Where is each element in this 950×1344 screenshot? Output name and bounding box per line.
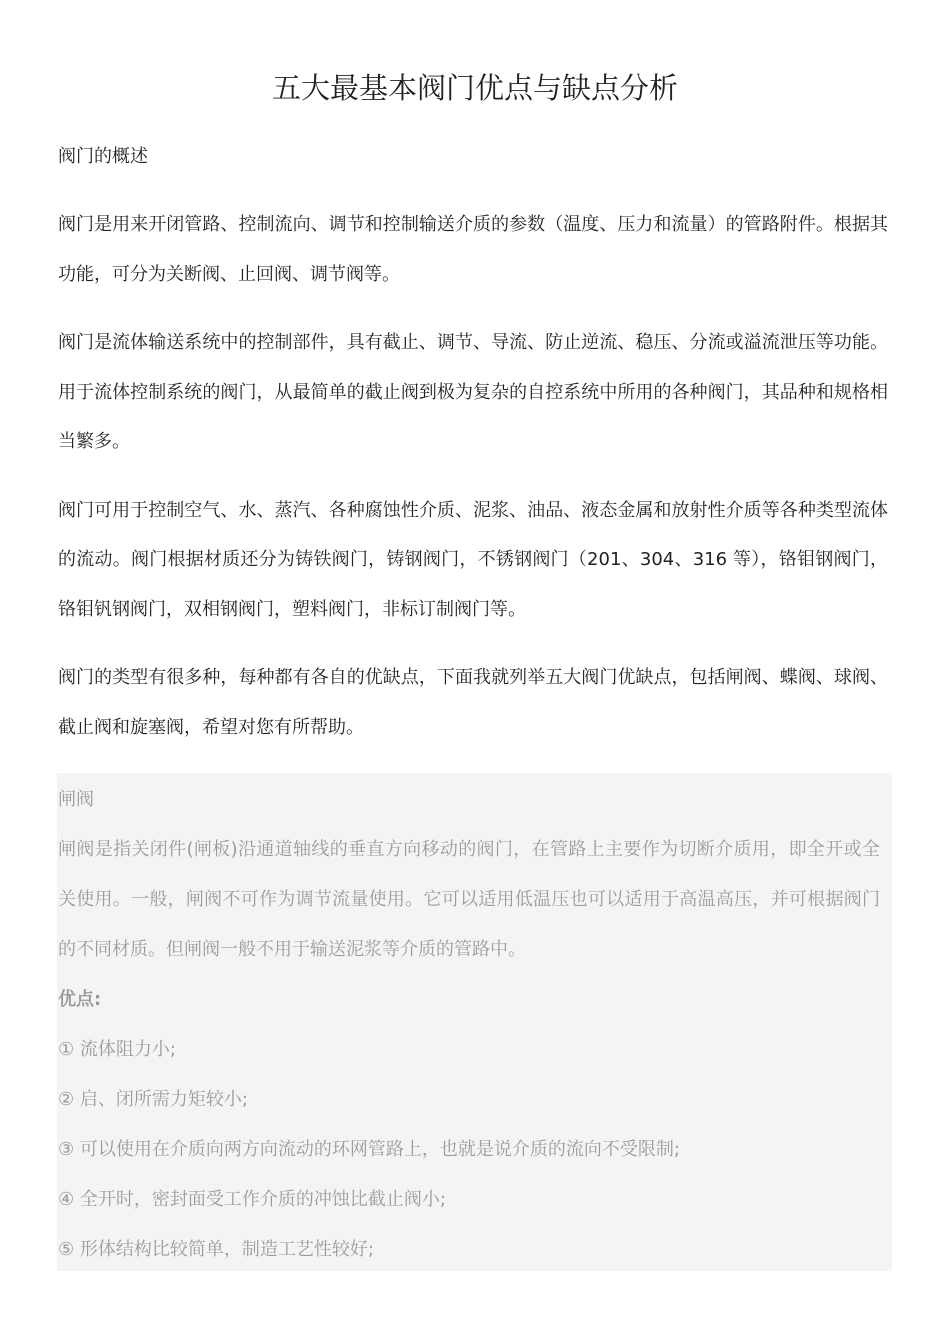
paragraph: 阀门可用于控制空气、水、蒸汽、各种腐蚀性介质、泥浆、油品、液态金属和放射性介质等各种类型流体的流动。阀门根据材质还分为铸铁阀门，铸钢阀门，不锈钢阀门（201、304、316 等），铬钼钢阀门，铬钼钒钢阀门，双相钢阀门，塑料阀门，非标订制阀门等。 xyxy=(58,499,888,620)
advantage-item: ① 流体阻力小; xyxy=(58,1039,176,1060)
gate-valve-heading: 闸阀 xyxy=(58,789,94,810)
paragraph: 阀门是流体输送系统中的控制部件，具有截止、调节、导流、防止逆流、稳压、分流或溢流泄压等功能。用于流体控制系统的阀门，从最简单的截止阀到极为复杂的自控系统中所用的各种阀门，其品种和规格相当繁多。 xyxy=(58,332,888,452)
paragraph: 阀门的类型有很多种，每种都有各自的优缺点，下面我就列举五大阀门优缺点，包括闸阀、蝶阀、球阀、截止阀和旋塞阀，希望对您有所帮助。 xyxy=(58,667,888,738)
section-heading: 阀门的概述 xyxy=(58,146,148,167)
advantage-item: ⑤ 形体结构比较简单，制造工艺性较好; xyxy=(58,1239,374,1260)
paragraph: 阀门是用来开闭管路、控制流向、调节和控制输送介质的参数（温度、压力和流量）的管路附件。根据其功能，可分为关断阀、止回阀、调节阀等。 xyxy=(58,214,888,285)
gate-valve-quote-block xyxy=(57,773,892,1271)
advantage-item: ③ 可以使用在介质向两方向流动的环网管路上，也就是说介质的流向不受限制; xyxy=(58,1139,680,1160)
advantage-item: ② 启、闭所需力矩较小; xyxy=(58,1089,248,1110)
advantages-label: 优点: xyxy=(58,989,102,1010)
intro-section xyxy=(58,140,888,771)
document-title: 五大最基本阀门优点与缺点分析 xyxy=(271,71,678,105)
gate-valve-description: 闸阀是指关闭件(闸板)沿通道轴线的垂直方向移动的阀门，在管路上主要作为切断介质用，即全开或全关使用。一般，闸阀不可作为调节流量使用。它可以适用低温压也可以适用于高温高压，并可根据阀门的不同材质。但闸阀一般不用于输送泥浆等介质的管路中。 xyxy=(58,839,880,960)
advantage-item: ④ 全开时，密封面受工作介质的冲蚀比截止阀小; xyxy=(58,1189,446,1210)
